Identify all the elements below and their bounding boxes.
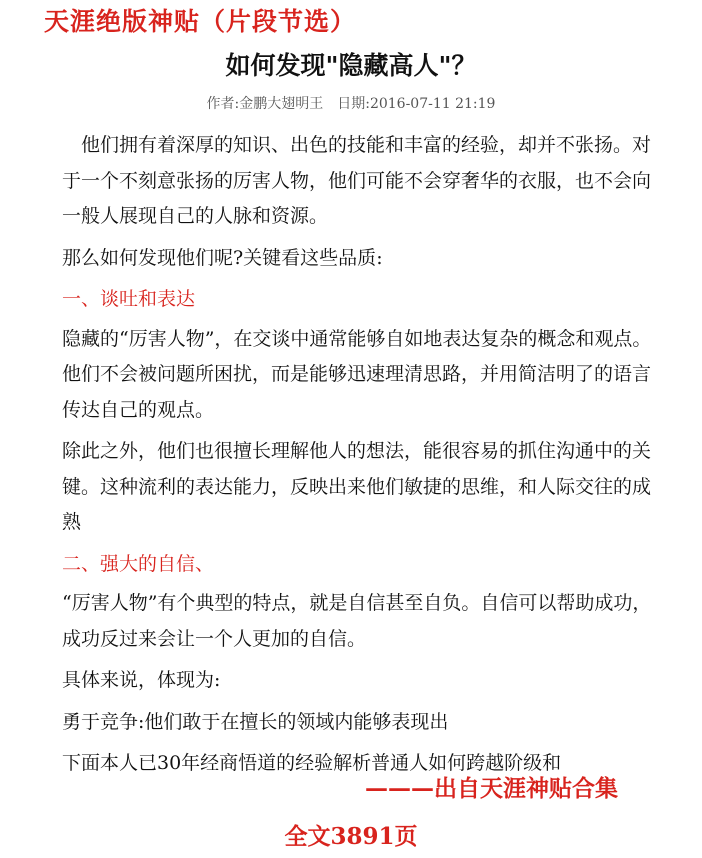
article-title: 如何发现"隐藏高人"？ (225, 51, 477, 80)
section-heading: 二、强大的自信、 (62, 552, 215, 575)
paragraph: “厉害人物”有个典型的特点，就是自信甚至自负。自信可以帮助成功，成功反过来会让一个人更加的自信。 (62, 592, 652, 650)
article-body (62, 128, 652, 788)
page-count: 全文3891页 (284, 823, 418, 850)
paragraph: 具体来说，体现为: (62, 669, 221, 691)
paragraph: 隐藏的“厉害人物”，在交谈中通常能够自如地表达复杂的概念和观点。他们不会被问题所困扰，而是能够迅速理清思路，并用简洁明了的语言传达自己的观点。 (62, 327, 652, 421)
paragraph: 那么如何发现他们呢?关键看这些品质: (62, 246, 383, 269)
section-heading: 一、谈吐和表达 (62, 288, 196, 310)
paragraph: 勇于竞争:他们敢于在擅长的领域内能够表现出 (62, 710, 449, 733)
paragraph: 除此之外，他们也很擅长理解他人的想法，能很容易的抓住沟通中的关键。这种流利的表达能力，反映出来他们敏捷的思维，和人际交往的成熟 (62, 440, 652, 533)
banner-title: 天涯绝版神贴（片段节选） (44, 7, 357, 36)
paragraph: 他们拥有着深厚的知识、出色的技能和丰富的经验，却并不张扬。对于一个不刻意张扬的厉害人物，他们可能不会穿奢华的衣服，也不会向一般人展现自己的人脉和资源。 (62, 134, 652, 227)
author-label: 作者:金鹏大翅明王 (206, 96, 324, 112)
article-meta (0, 93, 702, 113)
date-label: 日期:2016-07-11 21:19 (337, 96, 496, 112)
source-attribution: ———出自天涯神贴合集 (365, 775, 618, 802)
paragraph: 下面本人已30年经商悟道的经验解析普通人如何跨越阶级和 (62, 752, 562, 774)
